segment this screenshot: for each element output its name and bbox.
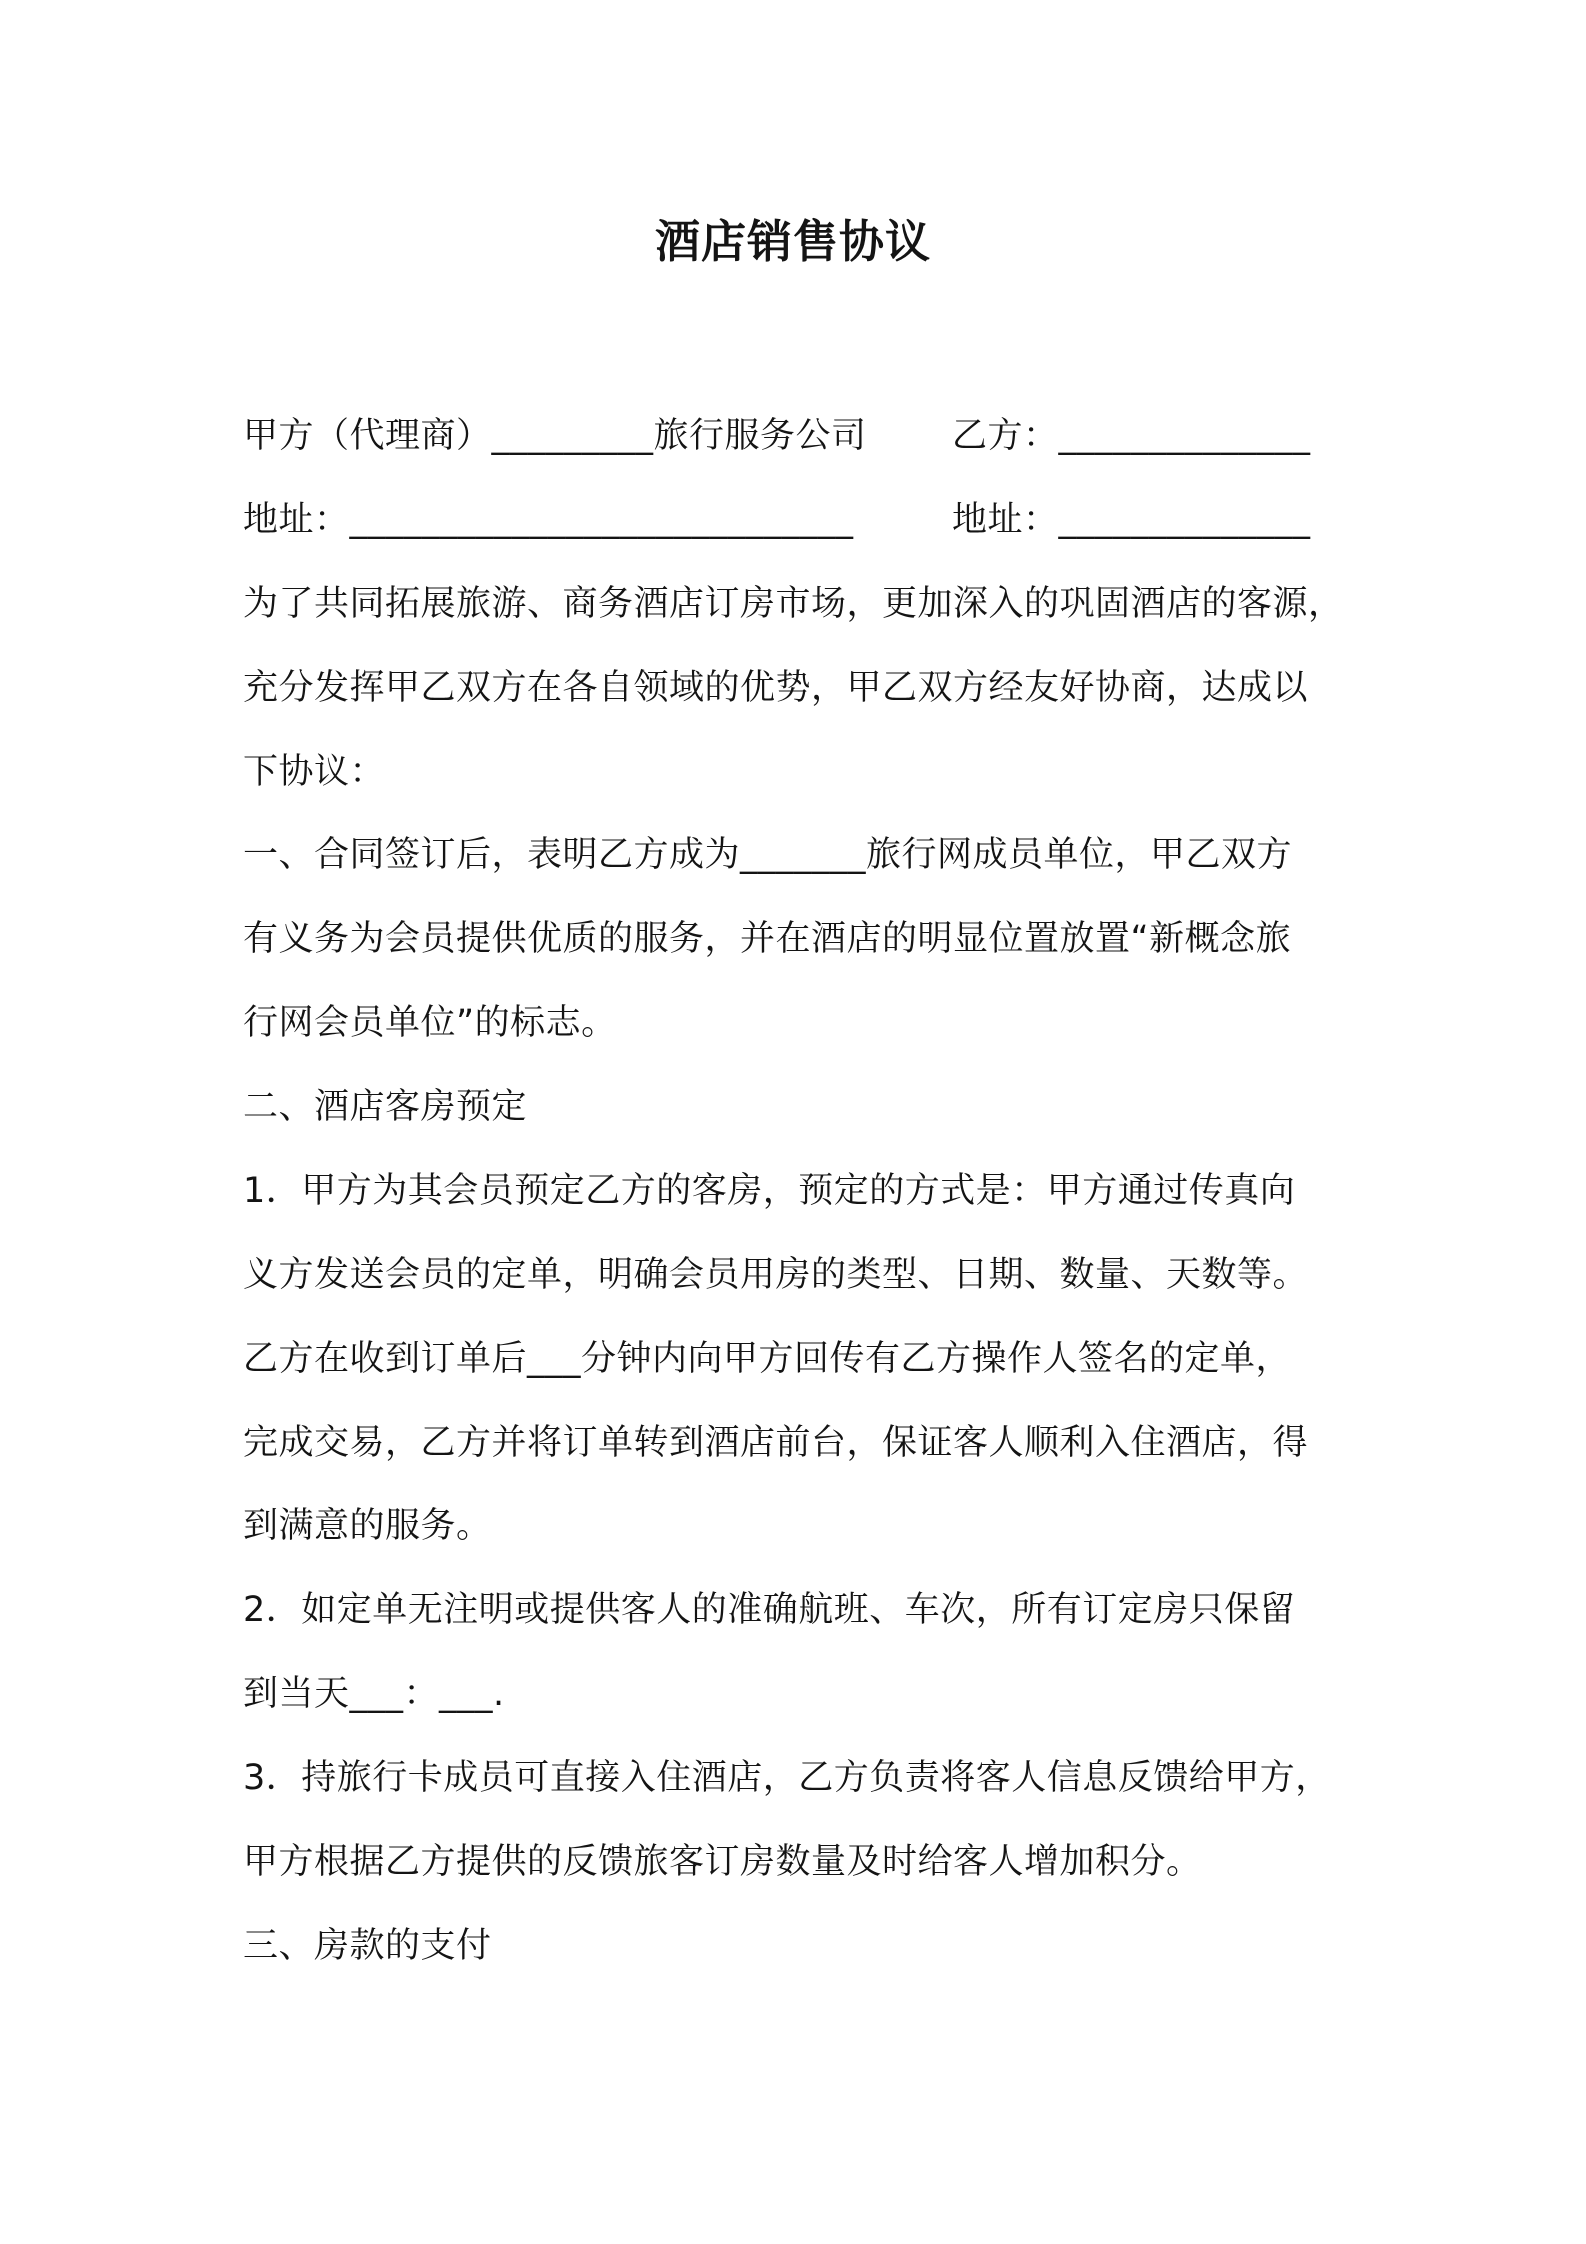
body-line: 到满意的服务。 (243, 1506, 492, 1546)
body-line: 义方发送会员的定单，明确会员用房的类型、日期、数量、天数等。 (243, 1255, 1309, 1295)
body-line: 完成交易，乙方并将订单转到酒店前台，保证客人顺利入住酒店，得 (243, 1423, 1309, 1463)
body-line: 行网会员单位”的标志。 (243, 1003, 617, 1043)
section-heading: 二、酒店客房预定 (243, 1087, 528, 1127)
body-line: 充分发挥甲乙双方在各自领域的优势，甲乙双方经友好协商，达成以 (243, 668, 1309, 708)
document-title: 酒店销售协议 (654, 215, 931, 268)
section-one-line: 一、合同签订后，表明乙方成为_______旅行网成员单位，甲乙双方 (243, 835, 1293, 875)
address-b-line: 地址：______________ (952, 500, 1311, 540)
body-line: 有义务为会员提供优质的服务，并在酒店的明显位置放置“新概念旅 (243, 919, 1292, 959)
body-line: 下协议： (243, 752, 386, 792)
body-line: 为了共同拓展旅游、商务酒店订房市场，更加深入的巩固酒店的客源， (243, 584, 1344, 624)
body-line: 甲方根据乙方提供的反馈旅客订房数量及时给客人增加积分。 (243, 1842, 1202, 1882)
clause-line: 3．持旅行卡成员可直接入住酒店，乙方负责将客人信息反馈给甲方， (243, 1758, 1331, 1798)
body-line: 乙方在收到订单后___分钟内向甲方回传有乙方操作人签名的定单， (243, 1339, 1292, 1379)
party-b-line: 乙方：______________ (952, 416, 1311, 456)
address-a-line: 地址：____________________________ (243, 500, 854, 540)
body-line: 到当天___：___. (243, 1674, 505, 1714)
party-a-line: 甲方（代理商）_________旅行服务公司 (243, 416, 867, 456)
section-heading: 三、房款的支付 (243, 1926, 492, 1966)
clause-line: 1．甲方为其会员预定乙方的客房，预定的方式是：甲方通过传真向 (243, 1171, 1296, 1211)
clause-line: 2．如定单无注明或提供客人的准确航班、车次，所有订定房只保留 (243, 1590, 1296, 1630)
